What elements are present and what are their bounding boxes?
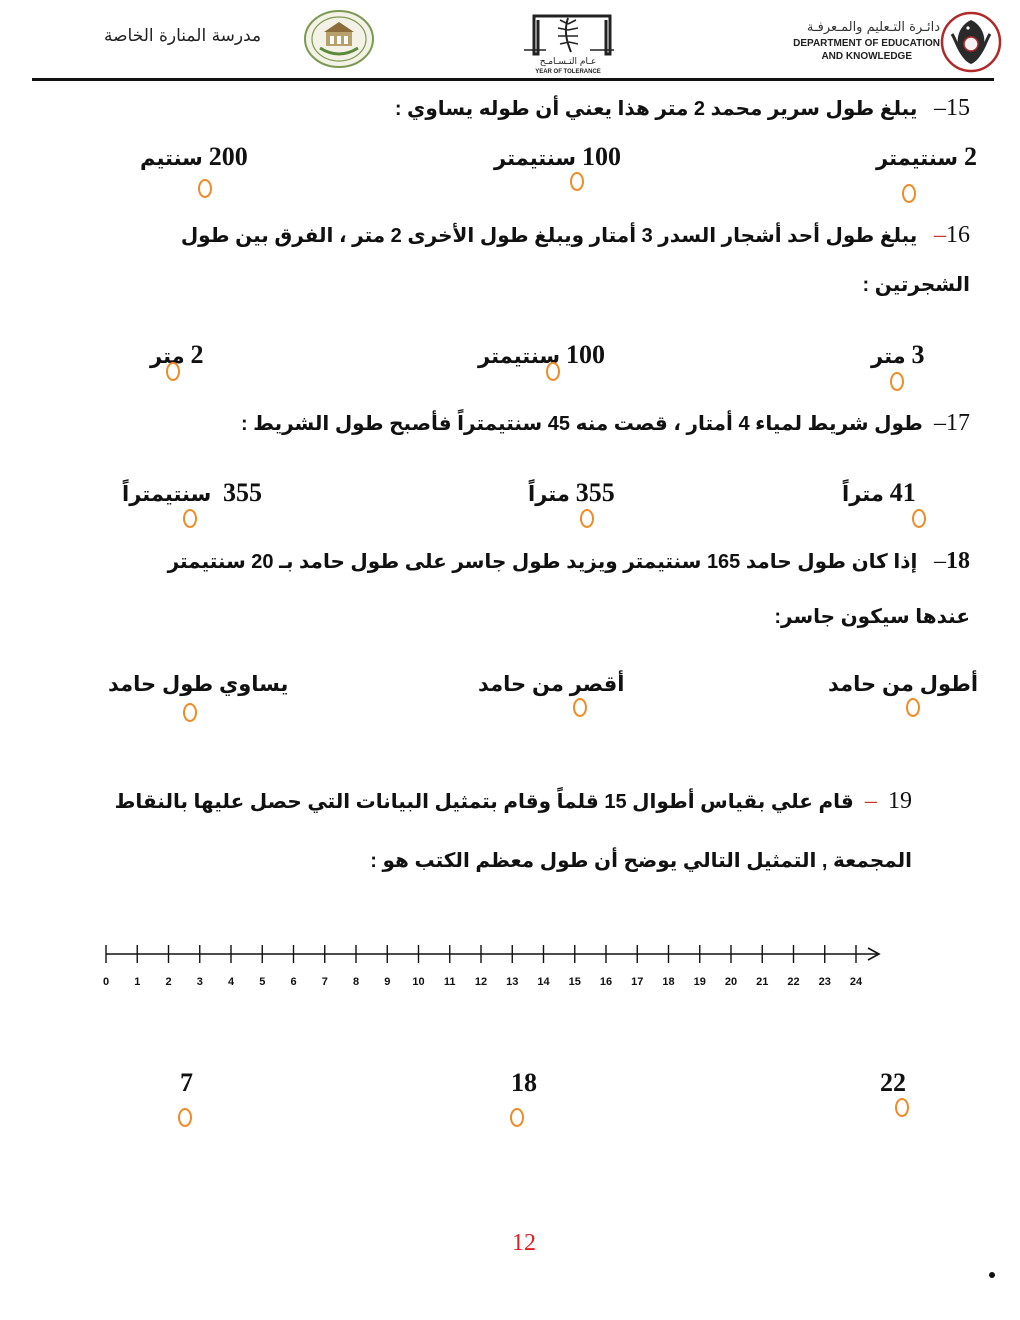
question-15 xyxy=(395,95,970,122)
q19-option-a-radio[interactable] xyxy=(895,1098,909,1117)
q15-option-a-radio[interactable] xyxy=(902,184,916,203)
question-text: إذا كان طول حامد 165 سنتيمتر ويزيد طول جاسر على طول حامد بـ 20 سنتيمتر xyxy=(167,551,918,573)
question-19 xyxy=(115,788,912,815)
q16-option-c-radio[interactable] xyxy=(166,362,180,381)
q19-option-c xyxy=(180,1068,193,1098)
question-dash: – xyxy=(864,788,877,814)
number-line-tick-label: 1 xyxy=(134,976,141,988)
q17-option-a xyxy=(842,478,916,508)
option-number: 22 xyxy=(880,1068,906,1097)
number-line-tick-label: 20 xyxy=(724,976,738,988)
q18-option-a: أطول من حامد xyxy=(828,673,979,696)
q17-option-a-radio[interactable] xyxy=(912,509,926,528)
adek-falcon-emblem xyxy=(940,10,1002,74)
page-header xyxy=(0,0,1020,82)
number-line-tick-label: 12 xyxy=(474,976,488,988)
q19-option-a xyxy=(880,1068,906,1098)
number-line-tick-label: 18 xyxy=(662,976,675,988)
number-line-tick-label: 14 xyxy=(537,976,550,988)
tolerance-english-text: YEAR OF TOLERANCE xyxy=(535,69,601,74)
question-19-line2: المجمعة , التمثيل التالي يوضح أن طول معظم الكتب هو : xyxy=(370,850,912,872)
option-number: 355 xyxy=(575,478,615,507)
number-line-tick-label: 8 xyxy=(352,976,360,988)
number-line-tick-label: 15 xyxy=(568,976,581,988)
question-dash: – xyxy=(934,410,946,436)
number-line-tick-label: 2 xyxy=(165,976,172,988)
option-number: 7 xyxy=(180,1068,193,1097)
number-line-tick-label: 24 xyxy=(849,976,863,988)
option-unit: سنتيمتراً xyxy=(122,483,212,506)
number-line-ticks xyxy=(103,945,879,988)
number-line-tick-label: 21 xyxy=(756,976,769,988)
number-line-tick-label: 4 xyxy=(227,976,235,988)
year-of-tolerance-logo xyxy=(516,10,620,74)
number-line xyxy=(100,938,900,998)
page-number: 12 xyxy=(512,1230,536,1256)
q17-option-b xyxy=(528,478,615,508)
option-unit: سنتيم xyxy=(140,147,203,170)
school-name: مدرسة المنارة الخاصة xyxy=(104,26,262,46)
q16-option-a xyxy=(871,340,924,370)
adek-english-line1: DEPARTMENT OF EDUCATION xyxy=(793,38,940,49)
q18-option-a-radio[interactable] xyxy=(906,698,920,717)
option-unit: متر xyxy=(871,345,906,368)
adek-english-line2: AND KNOWLEDGE xyxy=(821,51,912,62)
option-unit: متراً xyxy=(842,483,884,506)
option-unit: سنتيمتر xyxy=(478,345,561,368)
adek-arabic-name: دائـرة التـعليم والمـعرفـة xyxy=(806,20,940,35)
option-number: 2 xyxy=(963,142,977,171)
question-16-line2: الشجرتين : xyxy=(862,274,970,296)
number-line-tick-label: 0 xyxy=(102,976,110,988)
question-text: يبلغ طول سرير محمد 2 متر هذا يعني أن طوله يساوي : xyxy=(394,98,918,120)
number-line-tick-label: 5 xyxy=(259,976,266,988)
option-number: 100 xyxy=(565,340,605,369)
question-18-line2: عندها سيكون جاسر: xyxy=(774,606,970,628)
q16-option-b-radio[interactable] xyxy=(546,362,560,381)
question-number: 19 xyxy=(888,788,912,814)
question-dash: – xyxy=(934,548,946,574)
option-unit: سنتيمتر xyxy=(876,147,959,170)
number-line-tick-label: 17 xyxy=(631,976,644,988)
q15-option-a xyxy=(876,142,977,172)
header-divider xyxy=(32,78,994,81)
corner-dot xyxy=(989,1272,995,1278)
question-number: 16 xyxy=(946,222,970,248)
tolerance-arabic-text: عـام التـسـامـح xyxy=(539,57,597,67)
number-line-tick-label: 16 xyxy=(599,976,613,988)
school-crest-logo xyxy=(302,8,376,70)
q17-option-c xyxy=(122,478,262,508)
q19-option-c-radio[interactable] xyxy=(178,1108,192,1127)
q15-option-c-radio[interactable] xyxy=(198,179,212,198)
option-number: 3 xyxy=(911,340,925,369)
q15-option-b-radio[interactable] xyxy=(570,172,584,191)
number-line-tick-label: 3 xyxy=(196,976,203,988)
question-text: طول شريط لمياء 4 أمتار ، قصت منه 45 سنتيمتراً فأصبح طول الشريط : xyxy=(240,413,923,435)
question-18 xyxy=(168,548,970,575)
option-number: 100 xyxy=(581,142,621,171)
question-dash: – xyxy=(934,95,946,121)
number-line-tick-label: 19 xyxy=(693,976,706,988)
option-number: 41 xyxy=(889,478,916,507)
question-dash: – xyxy=(934,222,946,248)
q17-option-b-radio[interactable] xyxy=(580,509,594,528)
number-line-tick-label: 7 xyxy=(321,976,328,988)
number-line-tick-label: 13 xyxy=(506,976,519,988)
option-number: 200 xyxy=(208,142,248,171)
q18-option-b: أقصر من حامد xyxy=(478,673,625,696)
number-line-tick-label: 23 xyxy=(818,976,831,988)
question-number: 15 xyxy=(946,95,970,121)
number-line-tick-label: 11 xyxy=(443,976,456,988)
q15-option-b xyxy=(494,142,621,172)
number-line-tick-label: 22 xyxy=(787,976,800,988)
q19-option-b xyxy=(511,1068,537,1098)
number-line-tick-label: 6 xyxy=(290,976,297,988)
number-line-tick-label: 10 xyxy=(412,976,425,988)
q17-option-c-radio[interactable] xyxy=(183,509,197,528)
q18-option-b-radio[interactable] xyxy=(573,698,587,717)
option-number: 2 xyxy=(190,340,204,369)
number-line-tick-label: 9 xyxy=(384,976,391,988)
question-17 xyxy=(241,410,970,437)
question-number: 17 xyxy=(946,410,970,436)
option-unit: متراً xyxy=(528,483,570,506)
question-16 xyxy=(181,222,970,249)
q16-option-b xyxy=(478,340,605,370)
question-text: قام علي بقياس أطوال 15 قلماً وقام بتمثيل البيانات التي حصل عليها بالنقاط xyxy=(114,791,854,813)
q16-option-a-radio[interactable] xyxy=(890,372,904,391)
q15-option-c xyxy=(140,142,248,172)
option-unit: متر xyxy=(150,345,185,368)
option-number: 355 xyxy=(222,478,262,507)
option-unit: سنتيمتر xyxy=(494,147,577,170)
q18-option-c: يساوي طول حامد xyxy=(108,673,289,696)
q18-option-c-radio[interactable] xyxy=(183,703,197,722)
option-number: 18 xyxy=(511,1068,537,1097)
question-text: يبلغ طول أحد أشجار السدر 3 أمتار ويبلغ طول الأخرى 2 متر ، الفرق بين طول xyxy=(180,225,918,247)
question-number: 18 xyxy=(946,548,970,574)
q19-option-b-radio[interactable] xyxy=(510,1108,524,1127)
